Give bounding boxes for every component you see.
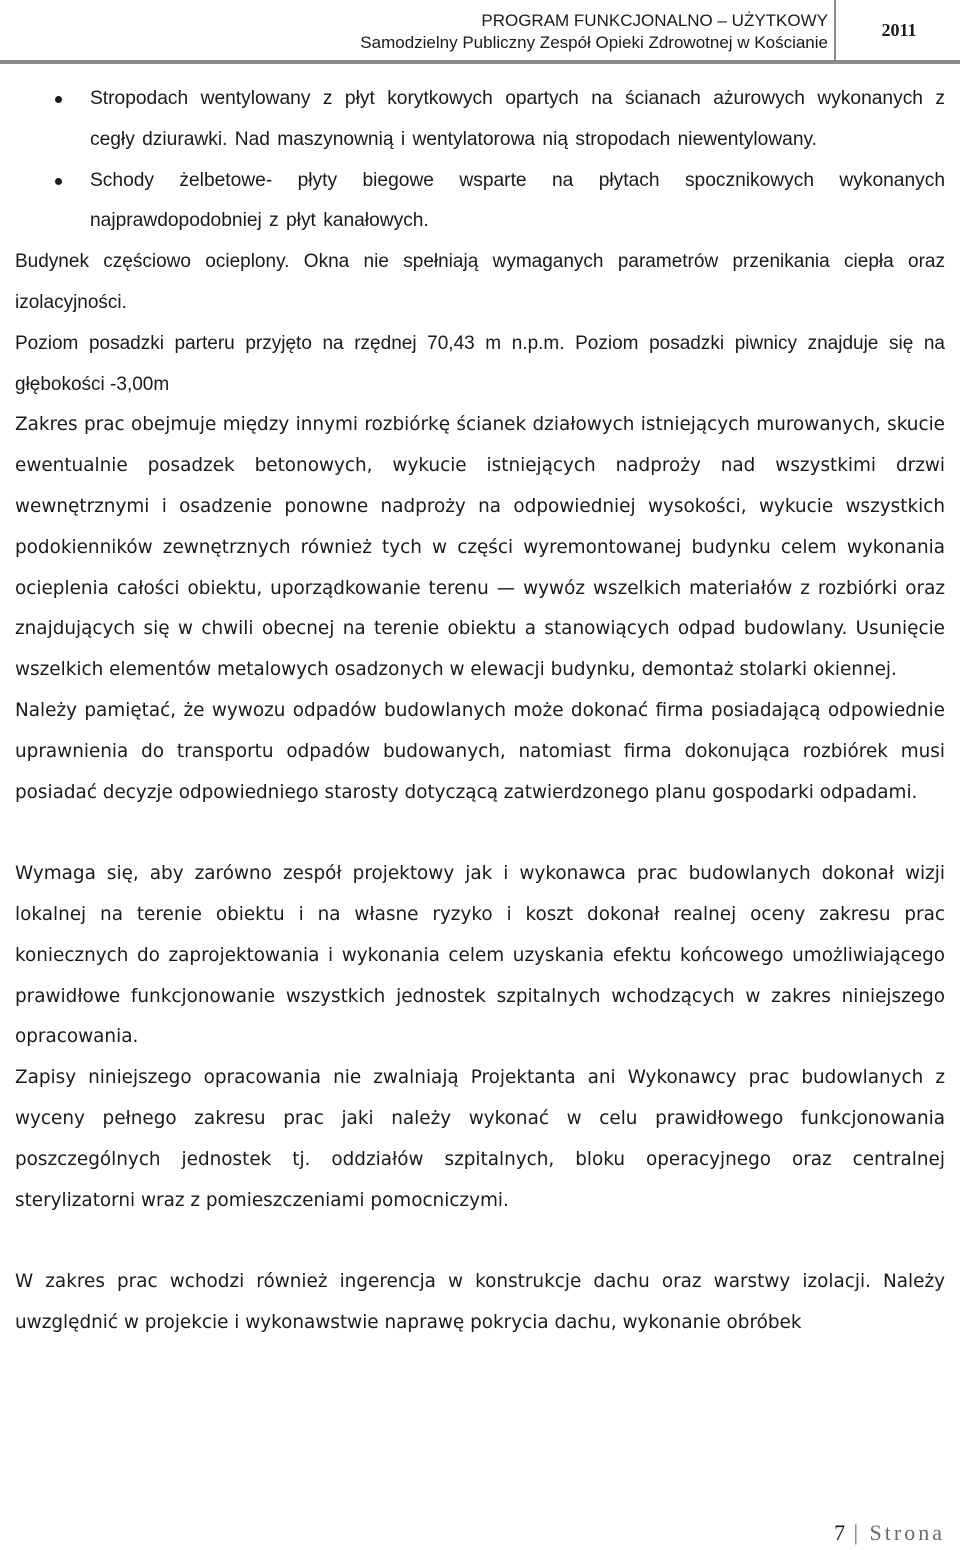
paragraph-spacer (15, 813, 945, 854)
document-body (15, 79, 945, 1344)
paragraph-floor-level: Poziom posadzki parteru przyjęto na rzędnej 70,43 m n.p.m. Poziom posadzki piwnicy znajduje się na głębokości -3,00m (15, 332, 945, 395)
header-divider (0, 60, 960, 64)
bullet-icon (55, 96, 62, 103)
bullet-icon (55, 178, 62, 185)
paragraph-site-visit: Wymaga się, aby zarówno zespół projektowy jak i wykonawca prac budowlanych dokonał wizji lokalnej na terenie obiektu i na własne ryzyko i koszt dokonał realnej oceny zakresu prac koniecznych do zaprojektowania i wykonania celem uzyskania efektu końcowego umożliwiającego prawidłowe funkcjonowanie wszystkich jednostek szpitalnych wchodzących w zakres niniejszego opracowania. (15, 863, 945, 1048)
paragraph-roof-work: W zakres prac wchodzi również ingerencja w konstrukcje dachu oraz warstwy izolacji. Należy uwzględnić w projekcie i wykonawstwie naprawę pokrycia dachu, wykonanie obróbek (15, 1271, 945, 1333)
header-year: 2011 (834, 0, 960, 60)
list-item-text: Schody żelbetowe- płyty biegowe wsparte na płytach spocznikowych wykonanych najprawdopodobniej z płyt kanałowych. (90, 169, 945, 232)
list-item-text: Stropodach wentylowany z płyt korytkowych opartych na ścianach ażurowych wykonanych z cegły dziurawki. Nad maszynownią i wentylatorowa nią stropodach niewentylowany. (90, 88, 945, 150)
paragraph-insulation: Budynek częściowo ocieplony. Okna nie spełniają wymaganych parametrów przenikania ciepła oraz izolacyjności. (15, 251, 945, 313)
paragraph-waste-disposal: Należy pamiętać, że wywozu odpadów budowlanych może dokonać firma posiadającą odpowiednie uprawnienia do transportu odpadów budowanych, natomiast firma dokonująca rozbiórek musi posiadać decyzje odpowiedniego starosty dotyczącą zatwierdzonego planu gospodarki odpadami. (15, 699, 945, 803)
list-item (15, 79, 945, 161)
footer-page-label: Strona (869, 1520, 945, 1545)
list-item (15, 161, 945, 243)
footer-separator: | (845, 1520, 870, 1545)
paragraph-liability: Zapisy niniejszego opracowania nie zwalniają Projektanta ani Wykonawcy prac budowlanych z wyceny pełnego zakresu prac jaki należy wykonać w celu prawidłowego funkcjonowania poszczególnych jednostek tj. oddziałów szpitalnych, bloku operacyjnego oraz centralnej sterylizatorni wraz z pomieszczeniami pomocniczymi. (15, 1067, 945, 1211)
page-footer (834, 1520, 945, 1546)
header-program-title: PROGRAM FUNKCJONALNO – UŻYTKOWY (481, 11, 828, 30)
paragraph-scope-of-work: Zakres prac obejmuje między innymi rozbiórkę ścianek działowych istniejących murowanych, skucie ewentualnie posadzek betonowych, wykucie istniejących nadproży nad wszystkimi drzwi wewnętrznymi i osadzenie ponowne nadproży na odpowiedniej wysokości, wykucie wszystkich podokienników zewnętrznych również tych w części wyremontowanej budynku celem wykonania ocieplenia całości obiektu, uporządkowanie terenu — wywóz wszelkich materiałów z rozbiórki oraz znajdujących się w chwili obecnej na terenie obiektu a stanowiących odpad budowlany. Usunięcie wszelkich elementów metalowych osadzonych w elewacji budynku, demontaż stolarki okiennej. (15, 414, 945, 681)
bullet-list (15, 79, 945, 242)
page-header (0, 0, 960, 64)
page-number: 7 (834, 1520, 846, 1545)
header-text (68, 10, 828, 54)
paragraph-spacer (15, 1221, 945, 1262)
header-institution: Samodzielny Publiczny Zespół Opieki Zdrowotnej w Kościanie (360, 33, 828, 52)
